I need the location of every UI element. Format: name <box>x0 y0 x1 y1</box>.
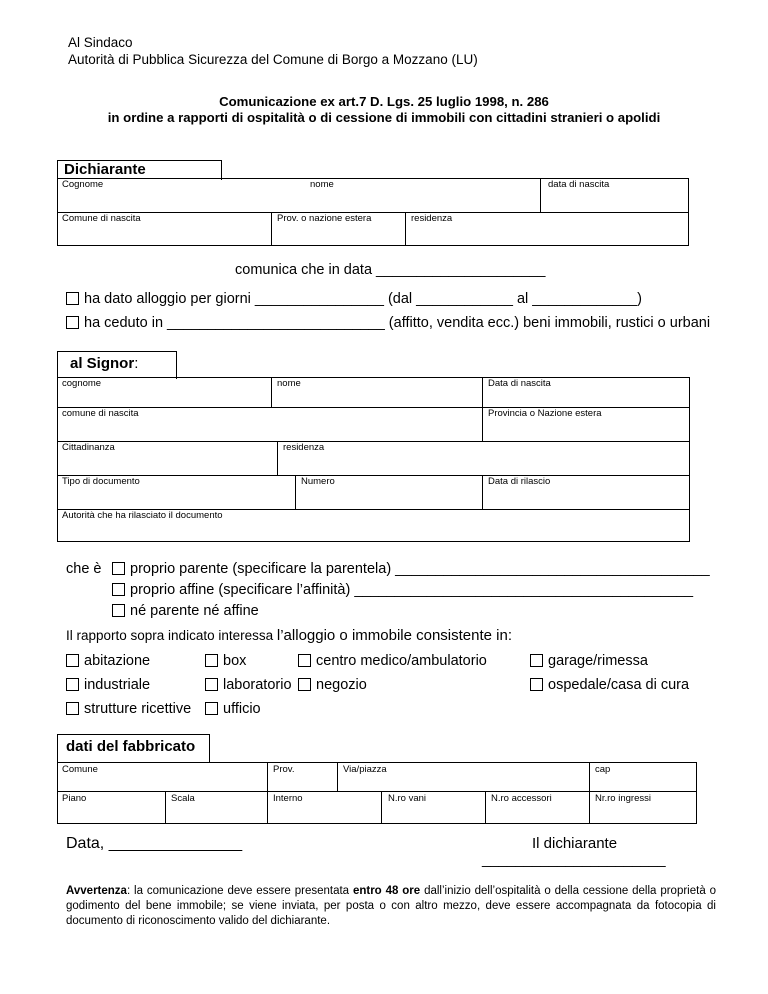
avvertenza-label: Avvertenza <box>66 885 127 897</box>
type-industriale[interactable] <box>66 677 150 693</box>
signor-provincia-field[interactable]: Provincia o Nazione estera <box>488 408 602 419</box>
form-title: Comunicazione ex art.7 D. Lgs. 25 luglio 1998, n. 286 <box>219 94 549 109</box>
type-ufficio-label: ufficio <box>223 701 261 717</box>
signor-data-nascita-field[interactable]: Data di nascita <box>488 378 551 389</box>
comunica-line[interactable]: comunica che in data _____________________ <box>235 262 546 278</box>
signor-heading <box>57 351 177 379</box>
comune-nascita-field[interactable]: Comune di nascita <box>62 213 141 224</box>
type-abitazione[interactable] <box>66 653 150 669</box>
avvertenza-note <box>66 884 716 929</box>
signor-col-divider-1 <box>271 377 272 407</box>
option-ceduto-label: ha ceduto in ___________________________ (affitto, vendita ecc.) beni immobili, rustici o urbani <box>84 315 711 331</box>
data-nascita-field[interactable]: data di nascita <box>548 179 610 190</box>
relation-parente[interactable] <box>112 561 710 577</box>
residenza-field[interactable]: residenza <box>411 213 453 224</box>
nome-field[interactable]: nome <box>310 179 334 190</box>
relation-ne-label: né parente né affine <box>130 603 259 619</box>
checkbox-icon[interactable] <box>112 604 125 617</box>
fabbricato-col-divider-1 <box>267 762 268 824</box>
relation-prefix: che è <box>66 561 102 577</box>
avvertenza-deadline: entro 48 ore <box>352 885 421 897</box>
type-garage[interactable] <box>530 653 648 669</box>
option-ceduto[interactable] <box>66 315 710 331</box>
avvertenza-text-b: dall’inizio dell’ospitalità o della cessione della proprietà o godimento del bene immobile; se viene inviata, per posta o con altro mezzo, deve essere accompagnata da fotocopia di documento di riconoscimento valido del dichiarante. <box>66 885 717 927</box>
signor-residenza-field[interactable]: residenza <box>283 442 325 453</box>
option-alloggio-label: ha dato alloggio per giorni ________________ (dal ____________ al _____________) <box>84 291 642 307</box>
recipient-line-2: Autorità di Pubblica Sicurezza del Comune di Borgo a Mozzano (LU) <box>68 52 478 67</box>
signor-autorita-field[interactable]: Autorità che ha rilasciato il documento <box>62 510 223 521</box>
option-alloggio[interactable] <box>66 291 642 307</box>
checkbox-icon[interactable] <box>205 654 218 667</box>
fabbricato-col-divider-4 <box>165 791 166 824</box>
fabbricato-scala-field[interactable]: Scala <box>171 793 195 804</box>
type-strutture[interactable] <box>66 701 191 717</box>
signor-col-divider-5 <box>482 475 483 509</box>
signor-col-divider-4 <box>295 475 296 509</box>
dichiarante-col-divider-3 <box>405 212 406 246</box>
type-industriale-label: industriale <box>84 677 151 693</box>
fabbricato-prov-field[interactable]: Prov. <box>273 764 295 775</box>
dichiarante-heading: Dichiarante <box>57 160 222 180</box>
checkbox-icon[interactable] <box>205 702 218 715</box>
avvertenza-text-a: : la comunicazione deve essere presentata <box>126 885 353 897</box>
fabbricato-vani-field[interactable]: N.ro vani <box>388 793 427 804</box>
dichiarante-label: Il dichiarante <box>532 835 618 852</box>
type-negozio[interactable] <box>298 677 367 693</box>
fabbricato-col-divider-6 <box>485 791 486 824</box>
checkbox-icon[interactable] <box>112 583 125 596</box>
checkbox-icon[interactable] <box>66 654 79 667</box>
type-box[interactable] <box>205 653 246 669</box>
signature-line[interactable]: ______________________ <box>482 851 666 868</box>
type-ufficio[interactable] <box>205 701 261 717</box>
fabbricato-col-divider-5 <box>381 791 382 824</box>
type-centro[interactable] <box>298 653 487 669</box>
type-strutture-label: strutture ricettive <box>84 701 192 717</box>
checkbox-icon[interactable] <box>298 654 311 667</box>
checkbox-icon[interactable] <box>205 678 218 691</box>
signor-tipo-doc-field[interactable]: Tipo di documento <box>62 476 140 487</box>
fabbricato-interno-field[interactable]: Interno <box>273 793 303 804</box>
signor-heading-colon: : <box>134 355 139 372</box>
form-subtitle: in ordine a rapporti di ospitalità o di cessione di immobili con cittadini stranieri o apolidi <box>107 110 661 125</box>
signor-numero-field[interactable]: Numero <box>301 476 335 487</box>
signor-row-divider-3 <box>57 475 690 476</box>
checkbox-icon[interactable] <box>112 562 125 575</box>
fabbricato-ingressi-field[interactable]: Nr.ro ingressi <box>595 793 651 804</box>
signor-nome-field[interactable]: nome <box>277 378 301 389</box>
signor-row-divider-2 <box>57 441 690 442</box>
checkbox-icon[interactable] <box>298 678 311 691</box>
checkbox-icon[interactable] <box>66 292 79 305</box>
fabbricato-heading: dati del fabbricato <box>57 734 210 763</box>
rapporto-text-a: Il rapporto sopra indicato interessa <box>66 628 274 643</box>
fabbricato-via-field[interactable]: Via/piazza <box>343 764 387 775</box>
type-ospedale-label: ospedale/casa di cura <box>548 677 690 693</box>
date-field[interactable]: Data, _______________ <box>66 835 243 852</box>
type-garage-label: garage/rimessa <box>548 653 648 669</box>
relation-parente-label: proprio parente (specificare la parentela) _______________________________________ <box>130 561 710 577</box>
dichiarante-col-divider-1 <box>540 178 541 212</box>
fabbricato-comune-field[interactable]: Comune <box>62 764 98 775</box>
relation-affine[interactable] <box>112 582 693 598</box>
rapporto-text-b: l’alloggio o immobile consistente in: <box>276 627 513 644</box>
type-centro-label: centro medico/ambulatorio <box>316 653 487 669</box>
recipient-line-1: Al Sindaco <box>68 35 133 50</box>
type-box-label: box <box>223 653 247 669</box>
fabbricato-piano-field[interactable]: Piano <box>62 793 87 804</box>
type-negozio-label: negozio <box>316 677 367 693</box>
signor-heading-bold: al Signor <box>70 355 135 372</box>
checkbox-icon[interactable] <box>66 316 79 329</box>
signor-cittadinanza-field[interactable]: Cittadinanza <box>62 442 115 453</box>
checkbox-icon[interactable] <box>66 678 79 691</box>
type-laboratorio[interactable] <box>205 677 292 693</box>
dichiarante-col-divider-2 <box>271 212 272 246</box>
checkbox-icon[interactable] <box>530 654 543 667</box>
relation-ne[interactable] <box>112 603 259 619</box>
signor-col-divider-3 <box>277 441 278 475</box>
fabbricato-accessori-field[interactable]: N.ro accessori <box>491 793 552 804</box>
fabbricato-row-divider <box>57 791 697 792</box>
prov-field[interactable]: Prov. o nazione estera <box>277 213 372 224</box>
dichiarante-row-divider <box>57 212 689 213</box>
cognome-field[interactable]: Cognome <box>62 179 104 190</box>
fabbricato-cap-field[interactable]: cap <box>595 764 611 775</box>
type-abitazione-label: abitazione <box>84 653 151 669</box>
rapporto-text <box>66 627 512 644</box>
fabbricato-col-divider-3 <box>589 762 590 824</box>
fabbricato-col-divider-2 <box>337 762 338 791</box>
checkbox-icon[interactable] <box>66 702 79 715</box>
signor-data-rilascio-field[interactable]: Data di rilascio <box>488 476 551 487</box>
checkbox-icon[interactable] <box>530 678 543 691</box>
signor-cognome-field[interactable]: cognome <box>62 378 102 389</box>
type-laboratorio-label: laboratorio <box>223 677 292 693</box>
signor-col-divider-2 <box>482 377 483 441</box>
type-ospedale[interactable] <box>530 677 689 693</box>
relation-affine-label: proprio affine (specificare l’affinità) __________________________________________ <box>130 582 694 598</box>
signor-comune-nascita-field[interactable]: comune di nascita <box>62 408 139 419</box>
